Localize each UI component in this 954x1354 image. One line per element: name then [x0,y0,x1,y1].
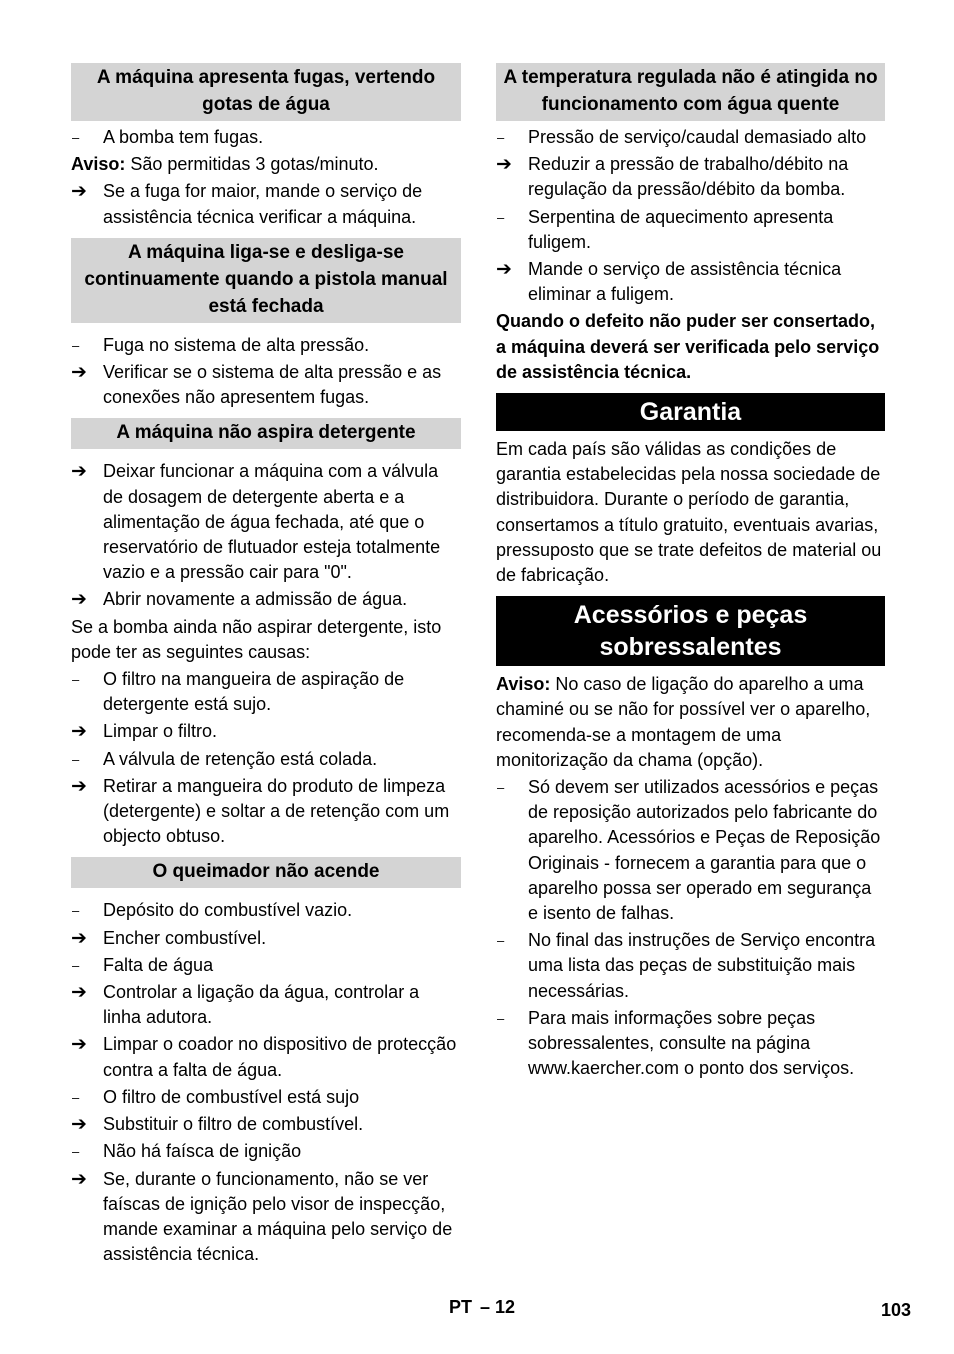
remedy-item [71,179,461,229]
cause-item [71,747,461,772]
cause-text: A bomba tem fugas. [103,127,264,147]
section-heading: A máquina não aspira detergente [71,418,461,449]
cause-text: O filtro de combustível está sujo [103,1086,360,1107]
arrow-right-icon: ➔ [71,461,87,483]
dash-bullet: – [497,780,505,796]
note-text: No caso de ligação do aparelho a uma chaminé ou se não for possível ver o aparelho, recomenda-se a montagem de uma monitorização da chama (opção). [496,674,871,770]
remedy-text: Verificar se o sistema de alta pressão e as conexões não apresentem fugas. [103,362,442,408]
remedy-text: Se, durante o funcionamento, não se ver faíscas de ignição pelo visor de inspecção, mande examinar a máquina pelo serviço de assistência técnica. [103,1168,453,1265]
arrow-right-icon: ➔ [71,1168,87,1190]
cause-text: Não há faísca de ignição [103,1141,302,1162]
dash-bullet: – [72,130,80,145]
section-heading: Acessórios e peças sobressalentes [496,596,885,666]
arrow-right-icon: ➔ [71,362,87,384]
dash-bullet: – [497,130,505,145]
cause-item [71,1085,461,1110]
section-on-off-cycling [71,238,461,411]
dash-bullet: – [72,337,80,353]
list-item [496,928,885,1004]
arrow-right-icon: ➔ [71,775,87,797]
remedy-item [71,459,461,585]
list-item-text: Só devem ser utilizados acessórios e peças de reposição autorizados pelo fabricante do aparelho. Acessórios e Peças de Reposição Originais - fornecem a garantia para que o aparelho possa ser operado em segurança e isento de falhas. [528,777,881,924]
arrow-right-icon: ➔ [496,154,512,176]
section-heading: A máquina liga-se e desliga-se continuamente quando a pistola manual está fechada [71,238,461,323]
list-item-text: No final das instruções de Serviço encontra uma lista das peças de substituição mais necessárias. [528,930,876,1001]
remedy-text: Encher combustível. [103,927,267,948]
section-no-detergent [71,418,461,849]
cause-item [71,125,461,150]
list-item [496,1006,885,1082]
remedy-text: Retirar a mangueira do produto de limpeza (detergente) e soltar a de retenção com um objecto obtuso. [103,775,450,847]
dash-bullet: – [72,1144,80,1160]
arrow-right-icon: ➔ [71,589,87,611]
dash-bullet: – [497,933,505,949]
cause-text: Serpentina de aquecimento apresenta fuligem. [528,206,834,252]
section-heading: A máquina apresenta fugas, vertendo gotas de água [71,63,461,121]
arrow-right-icon: ➔ [496,259,512,281]
list-item [496,775,885,926]
arrow-right-icon: ➔ [71,181,87,203]
section-water-leak [71,63,461,230]
remedy-item [71,719,461,744]
service-notice: Quando o defeito não puder ser consertado, a máquina deverá ser verificada pelo serviço de assistência técnica. [496,311,880,382]
arrow-right-icon: ➔ [71,982,87,1004]
cause-item [496,125,885,150]
cause-item [496,205,885,255]
dash-bullet: – [72,751,80,767]
note-paragraph [496,672,885,773]
right-column [496,63,885,1084]
remedy-text: Deixar funcionar a máquina com a válvula de dosagem de detergente aberta e a alimentação de água fechada, até que o reservatório de flutuador esteja totalmente vazio e a pressão cair para "0". [103,461,441,583]
cause-text: Depósito do combustível vazio. [103,900,353,921]
cause-item [71,333,461,358]
remedy-item [71,926,461,951]
cause-text: Fuga no sistema de alta pressão. [103,334,370,355]
cause-text: O filtro na mangueira de aspiração de detergente está sujo. [103,669,405,715]
remedy-item [71,774,461,850]
remedy-text: Substituir o filtro de combustível. [103,1114,364,1135]
remedy-item [496,257,885,307]
dash-bullet: – [72,1089,80,1105]
footer-section-page: – 12 [480,1297,516,1317]
section-heading: O queimador não acende [71,857,461,888]
section-heading: Garantia [496,393,885,431]
note-label: Aviso: [71,154,126,175]
note-text: São permitidas 3 gotas/minuto. [125,154,379,175]
dash-bullet: – [72,957,80,973]
remedy-item [496,152,885,202]
cause-text: Pressão de serviço/caudal demasiado alto [528,127,867,147]
remedy-text: Limpar o coador no dispositivo de protecção contra a falta de água. [103,1034,457,1080]
left-column [71,63,461,1269]
cause-text: A válvula de retenção está colada. [103,748,378,769]
remedy-item [71,360,461,410]
dash-bullet: – [497,209,505,225]
section-heading: A temperatura regulada não é atingida no funcionamento com água quente [496,63,885,121]
note-label: Aviso: [496,674,551,695]
cause-item [71,953,461,978]
remedy-item [71,587,461,612]
cause-item [71,667,461,717]
dash-bullet: – [72,672,80,688]
remedy-text: Reduzir a pressão de trabalho/débito na regulação da pressão/débito da bomba. [528,154,849,200]
section-temperature-not-reached [496,63,885,385]
cause-item [71,1139,461,1164]
remedy-item [71,1167,461,1268]
dash-bullet: – [72,903,80,919]
remedy-text: Abrir novamente a admissão de água. [103,589,408,610]
remedy-text: Limpar o filtro. [103,721,218,742]
arrow-right-icon: ➔ [71,1114,87,1136]
cause-text: Falta de água [103,954,214,975]
section-burner-not-igniting [71,857,461,1267]
arrow-right-icon: ➔ [71,927,87,949]
section-accessories [496,596,885,1081]
body-paragraph: Se a bomba ainda não aspirar detergente, isto pode ter as seguintes causas: [71,616,442,662]
list-item-text: Para mais informações sobre peças sobressalentes, consulte na página www.kaercher.com o ponto dos serviços. [528,1007,855,1079]
remedy-item [71,980,461,1030]
page-number: 103 [880,1300,911,1320]
remedy-item [71,1112,461,1137]
remedy-item [71,1032,461,1082]
section-warranty [496,393,885,588]
note-paragraph [71,152,461,177]
remedy-text: Se a fuga for maior, mande o serviço de assistência técnica verificar a máquina. [103,181,423,227]
dash-bullet: – [497,1010,505,1026]
arrow-right-icon: ➔ [71,1034,87,1056]
warranty-paragraph: Em cada país são válidas as condições de garantia estabelecidas pela nossa sociedade de distribuidora. Durante o período de garantia, consertamos a título gratuito, eventuais avarias, pressuposto que se trate defeitos de material ou de fabricação. [496,439,882,586]
remedy-text: Controlar a ligação da água, controlar a linha adutora. [103,982,420,1028]
remedy-text: Mande o serviço de assistência técnica eliminar a fuligem. [528,259,842,305]
arrow-right-icon: ➔ [71,721,87,743]
footer-language: PT [449,1297,473,1317]
cause-item [71,898,461,923]
